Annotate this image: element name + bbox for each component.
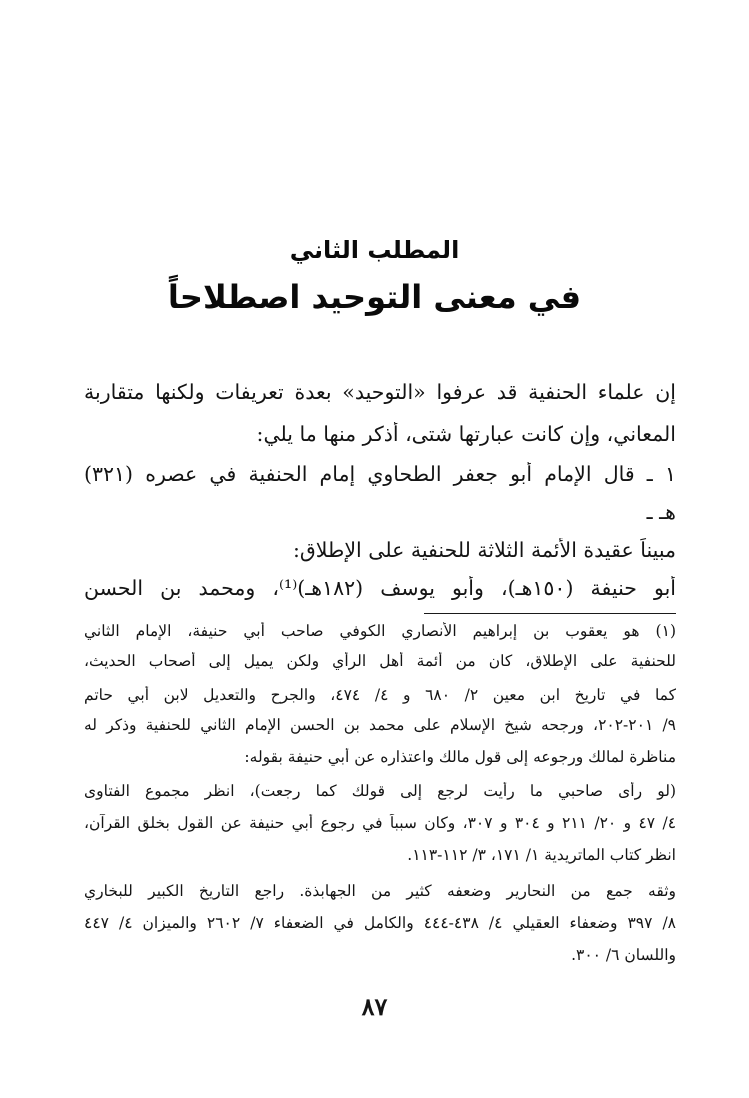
footnote-line-7: ٤/ ٤٧ و ٢٠/ ٢١١ و ٣٠٤ و ٣٠٧، وكان سبباً في رجوع أبي حنيفة عن القول بخلق القرآن، — [84, 814, 676, 832]
page-number: ٨٧ — [361, 992, 388, 1021]
footnote-line-6: (لو رأى صاحبي ما رأيت لرجع إلى قولك كما رجعت)، انظر مجموع الفتاوى — [84, 782, 676, 800]
footnote-line-8: انظر كتاب الماتريدية ١/ ١٧١، ٣/ ١١٢-١١٣. — [407, 846, 676, 864]
body-line-5: مبيناً عقيدة الأئمة الثلاثة للحنفية على الإطلاق: — [292, 538, 676, 562]
footnote-line-11: واللسان ٦/ ٣٠٠. — [571, 946, 676, 964]
footnote-line-4: ٩/ ٢٠١-٢٠٢، ورجحه شيخ الإسلام على محمد بن الحسن الإمام الثاني للحنفية وذكر له — [84, 716, 676, 734]
footnote-line-1: (١) هو يعقوب بن إبراهيم الأنصاري الكوفي صاحب أبي حنيفة، الإمام الثاني — [84, 622, 676, 640]
body-line-3: ١ ـ قال الإمام أبو جعفر الطحاوي إمام الحنفية في عصره (٣٢١) — [84, 462, 676, 486]
body-line-6: أبو حنيفة (١٥٠هـ)، وأبو يوسف (١٨٢هـ)⁽¹⁾، ومحمد بن الحسن — [84, 576, 676, 600]
footnote-line-9: وثقه جمع من النحارير وضعفه كثير من الجهابذة. راجع التاريخ الكبير للبخاري — [84, 882, 676, 900]
section-title: في معنى التوحيد اصطلاحاً — [167, 278, 582, 316]
footnote-line-10: ٨/ ٣٩٧ وضعفاء العقيلي ٤/ ٤٣٨-٤٤٤ والكامل في الضعفاء ٧/ ٢٦٠٢ والميزان ٤/ ٤٤٧ — [84, 914, 676, 932]
body-line-1: إن علماء الحنفية قد عرفوا «التوحيد» بعدة تعريفات ولكنها متقاربة — [84, 380, 676, 404]
footnote-line-5: مناظرة لمالك ورجوعه إلى قول مالك واعتذاره عن أبي حنيفة بقوله: — [244, 748, 676, 766]
footnote-separator — [424, 613, 676, 614]
body-line-4: هـ ـ — [646, 500, 676, 524]
footnote-line-3: كما في تاريخ ابن معين ٢/ ٦٨٠ و ٤/ ٤٧٤، والجرح والتعديل لابن أبي حاتم — [84, 686, 676, 704]
section-subtitle: المطلب الثاني — [289, 236, 460, 264]
footnote-line-2: للحنفية على الإطلاق، كان من أئمة أهل الرأي ولكن يميل إلى أصحاب الحديث، — [84, 652, 676, 670]
body-line-2: المعاني، وإن كانت عبارتها شتى، أذكر منها ما يلي: — [256, 422, 676, 446]
